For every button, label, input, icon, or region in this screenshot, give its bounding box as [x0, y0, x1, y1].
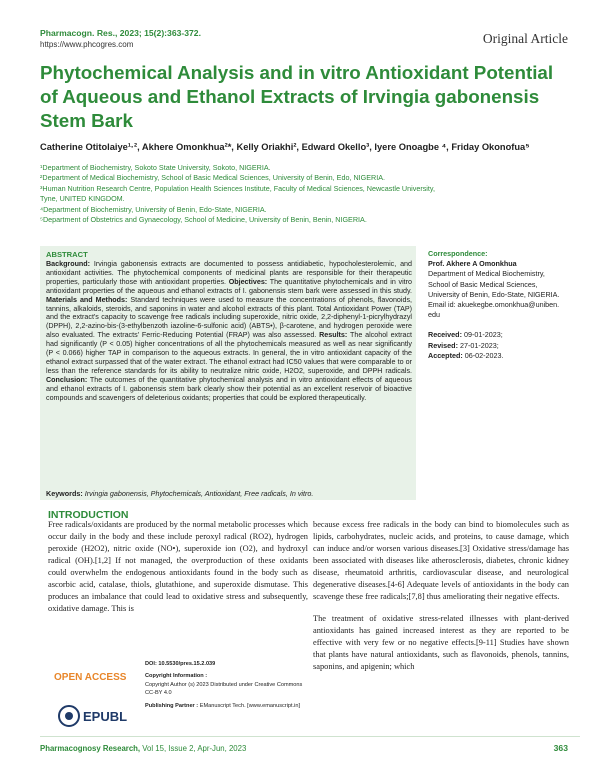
keywords-label: Keywords: [46, 489, 83, 498]
correspondence-email-cont[interactable]: edu [428, 310, 440, 320]
intro-column-left [48, 519, 308, 615]
received-date: 09-01-2023; [463, 330, 503, 340]
affiliation: ¹Department of Biochemistry, Sokoto State University, Sokoto, NIGERIA. [40, 163, 271, 172]
keywords-text: Irvingia gabonensis, Phytochemicals, Antioxidant, Free radicals, In vitro. [84, 489, 314, 498]
footer-issue: Vol 15, Issue 2, Apr-Jun, 2023 [142, 744, 247, 753]
revised-date: 27-01-2023; [459, 340, 499, 350]
epubl-text: EPUBL [83, 709, 128, 724]
intro-paragraph: The treatment of oxidative stress-related illnesses with plant-derived antioxidants has gained increased interest as they are reported to be effective with very few or no negative effects.[9-11] Studies have shown that plants have natural antioxidants, such as flavonoids, phenols, tannins, saponins, and apigenin; which [313, 614, 569, 671]
results-label: Results: [319, 331, 348, 340]
affiliation: ²Department of Medical Biochemistry, School of Basic Medical Sciences, University of Benin, Edo, NIGERIA. [40, 173, 386, 183]
open-access-text: OPEN ACCESS [54, 672, 127, 683]
doi[interactable]: DOI: 10.5530/pres.15.2.039 [145, 661, 216, 667]
page-number: 363 [553, 743, 568, 753]
revised-label: Revised: [428, 340, 458, 350]
conclusion-label: Conclusion: [46, 375, 88, 384]
epubl-logo [58, 702, 133, 730]
footer-divider [40, 736, 580, 737]
correspondence [428, 249, 578, 361]
intro-paragraph: Free radicals/oxidants are produced by the normal metabolic processes which occur daily in the body and these include peroxyl radical (RO2), hydrogen peroxide (H2O2), nitric oxide (NO•), superoxide ion (O2), and hydroxyl radical (OH).[1,2] If not managed, the overproduction of these oxidants could overwhelm the endogenous antioxidants found in the body such as ascorbic acid, catalase, thiols, glutathione, and superoxide dismutase. This produces an imbalance that could lead to oxidative stress and subsequently, oxidative damage. This is [48, 520, 308, 613]
journal-url[interactable]: https://www.phcogres.com [40, 40, 134, 49]
correspondence-name: Prof. Akhere A Omonkhua [428, 259, 517, 269]
keywords [46, 489, 412, 498]
accepted-date: 06-02-2023. [464, 350, 504, 360]
footer-journal [40, 744, 246, 753]
objectives-text: The quantitative phytochemicals and in vitro antioxidant properties of the aqueous and ethanol extracts of I. gabonensis stem bark were assessed in this study. [46, 277, 413, 295]
correspondence-line: Department of Medical Biochemistry, [428, 269, 545, 279]
author-list: Catherine Otitolaiye¹·², Akhere Omonkhua²*, Kelly Oriakhi², Edward Okello³, Iyere Onoagbe ⁴, Friday Okonofua⁵ [40, 142, 530, 152]
correspondence-line: School of Basic Medical Sciences, [428, 279, 538, 289]
article-meta [145, 660, 305, 710]
correspondence-heading: Correspondence: [428, 249, 488, 258]
affiliation: ⁵Department of Obstetrics and Gynaecology, School of Medicine, University of Benin, Benin, NIGERIA. [40, 215, 367, 225]
article-title: Phytochemical Analysis and in vitro Antioxidant Potential of Aqueous and Ethanol Extracts of Irvingia gabonensis Stem Bark [40, 62, 554, 131]
affiliation: ³Human Nutrition Research Centre, Population Health Sciences Institute, Faculty of Medical Sciences, Newcastle University, [40, 183, 435, 193]
affiliation: Tyne, UNITED KINGDOM. [40, 194, 125, 204]
background-label: Background: [46, 259, 91, 268]
accepted-label: Accepted: [428, 350, 463, 360]
footer-journal-name: Pharmacognosy Research, [40, 744, 141, 753]
publishing-text: EManuscript Tech. [www.emanuscript.in] [199, 702, 301, 709]
copyright-text: Copyright Author (s) 2023 Distributed under Creative Commons CC-BY 4.0 [145, 681, 303, 697]
results-text: The alcohol extract had significantly (P < 0.05) higher concentrations of all the phytochemicals measured as well as near significantly (P < 0.066) higher TAP in comparison to the aqueous extracts. In general, the in vitro antioxidant capacity of the ethanol extract surpassed that of the water extract. The ethanol extract had IC50 values that were comparable to or less than the reference standards for its ability to neutralize nitric oxide, H2O2, superoxide, and DPPH radicals. [46, 331, 412, 375]
methods-label: Materials and Methods: [46, 295, 128, 304]
correspondence-email[interactable]: Email id: akuekegbe.omonkhua@uniben. [428, 300, 560, 310]
methods-text: Standard techniques were used to measure the concentrations of phenols, flavonoids, tannins, alkaloids, steroids, and saponins in water and alcohol extracts of this plant. Total Antioxidant Power (TAP) and the extract's capacity to scavenge free radicals including superoxide, nitric oxide, 2,2-diphenyl-1-picrylhydrazyl (DPPH), 2,2-azino-bis-(3-ethylbenzoth iazoline-6-sulfonic acid) (ABTS•), β-carotene, and hydrogen peroxide were also evaluated. The extracts' Ferric-Reducing Potential (FRAP) was also assessed. [46, 295, 412, 340]
intro-column-right [313, 519, 569, 673]
conclusion-text: The outcomes of the quantitative phytochemical analysis and in vitro antioxidant effects of aqueous and ethanol extracts of I. gabonensis stem bark clearly show their potential as an excellent reservoir of bioactive compounds and scavengers of deleterious oxidants; properties that could be explored therapeutically. [46, 375, 412, 402]
copyright-heading: Copyright Information : [145, 673, 208, 680]
article-type: Original Article [482, 31, 568, 46]
open-access-logo [54, 667, 136, 685]
intro-paragraph: because excess free radicals in the body can bind to biomolecules such as lipids, carbohydrates, nucleic acids, and proteins, to cause damage, which can induce and/or worsen various diseases.[3] Oxidative stress/damage has been associated with diseases like atherosclerosis, diabetes, chronic kidney disease, rheumatoid arthritis, cardiovascular disease, and neurological degenerative diseases.[4-6] Adequate levels of antioxidants in the body can scavenge these free radicals;[7,8] thus ameliorating their negative effects. [313, 520, 569, 601]
abstract-heading: ABSTRACT [46, 250, 88, 259]
publishing-label: Publishing Partner : [145, 702, 199, 709]
received-label: Received: [428, 330, 462, 340]
affiliation: ⁴Department of Biochemistry, University of Benin, Edo-State, NIGERIA. [40, 204, 267, 214]
journal-citation: Pharmacogn. Res., 2023; 15(2):363-372. [40, 28, 201, 38]
objectives-label: Objectives: [228, 277, 268, 286]
affiliations [40, 163, 580, 225]
correspondence-line: University of Benin, Edo-State, NIGERIA. [428, 289, 560, 299]
abstract-text [46, 251, 412, 403]
background-text: Irvingia gabonensis extracts are documented to possess antidiabetic, hypocholesterolemic, and antioxidant activities. The phytochemical components of medicinal plants are responsible for their therapeutic properties, particularly those with antioxidant properties. [46, 259, 412, 286]
intro-heading: INTRODUCTION [48, 509, 129, 521]
